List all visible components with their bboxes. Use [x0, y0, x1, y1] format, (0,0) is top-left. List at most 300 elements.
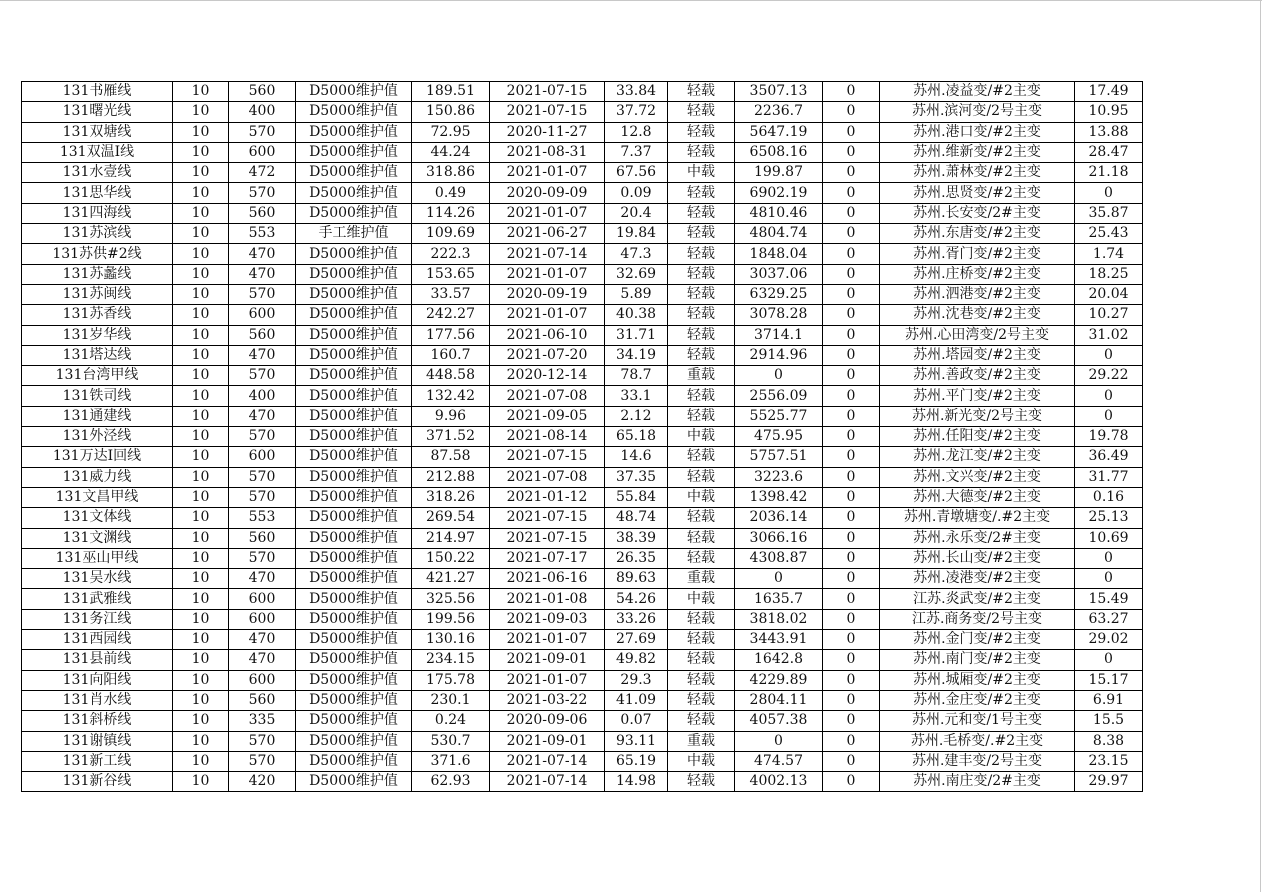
cell-load-rate: 49.82 — [605, 650, 668, 670]
cell-current-value: 325.56 — [412, 589, 490, 609]
cell-current-value: 132.42 — [412, 386, 490, 406]
cell-margin: 0 — [735, 731, 823, 751]
cell-load-status: 轻载 — [668, 467, 735, 487]
table-row — [22, 183, 1143, 203]
cell-voltage: 10 — [173, 345, 229, 365]
cell-load-status: 轻载 — [668, 386, 735, 406]
cell-voltage: 10 — [173, 528, 229, 548]
cell-count: 0 — [823, 224, 880, 244]
cell-load-status: 中载 — [668, 751, 735, 771]
cell-load-rate: 20.4 — [605, 203, 668, 223]
cell-load-status: 轻载 — [668, 447, 735, 467]
cell-count: 0 — [823, 244, 880, 264]
table-row — [22, 82, 1143, 102]
cell-count: 0 — [823, 82, 880, 102]
cell-line-name: 131水壹线 — [22, 163, 173, 183]
cell-margin: 3507.13 — [735, 82, 823, 102]
table-row — [22, 528, 1143, 548]
cell-rated-current: 470 — [229, 569, 296, 589]
cell-value-source: D5000维护值 — [296, 122, 412, 142]
cell-rated-current: 570 — [229, 183, 296, 203]
cell-rated-current: 570 — [229, 487, 296, 507]
table-row — [22, 203, 1143, 223]
cell-date: 2021-09-03 — [490, 609, 605, 629]
cell-substation: 苏州.龙江变/#2主变 — [880, 447, 1075, 467]
cell-rated-current: 470 — [229, 345, 296, 365]
cell-line-name: 131武雅线 — [22, 589, 173, 609]
cell-value: 15.17 — [1075, 670, 1143, 690]
cell-load-rate: 33.1 — [605, 386, 668, 406]
cell-value: 35.87 — [1075, 203, 1143, 223]
cell-voltage: 10 — [173, 630, 229, 650]
cell-current-value: 130.16 — [412, 630, 490, 650]
cell-value: 19.78 — [1075, 427, 1143, 447]
cell-date: 2021-01-08 — [490, 589, 605, 609]
cell-value: 63.27 — [1075, 609, 1143, 629]
cell-current-value: 175.78 — [412, 670, 490, 690]
cell-load-status: 中载 — [668, 487, 735, 507]
cell-margin: 6508.16 — [735, 142, 823, 162]
cell-load-status: 轻载 — [668, 203, 735, 223]
cell-voltage: 10 — [173, 264, 229, 284]
cell-load-status: 轻载 — [668, 284, 735, 304]
cell-value-source: D5000维护值 — [296, 548, 412, 568]
cell-current-value: 44.24 — [412, 142, 490, 162]
cell-voltage: 10 — [173, 751, 229, 771]
cell-rated-current: 400 — [229, 102, 296, 122]
cell-rated-current: 470 — [229, 244, 296, 264]
cell-substation: 苏州.庄桥变/#2主变 — [880, 264, 1075, 284]
cell-current-value: 530.7 — [412, 731, 490, 751]
cell-rated-current: 420 — [229, 772, 296, 792]
cell-rated-current: 600 — [229, 589, 296, 609]
cell-margin: 199.87 — [735, 163, 823, 183]
cell-date: 2020-12-14 — [490, 366, 605, 386]
cell-line-name: 131肖水线 — [22, 690, 173, 710]
cell-date: 2021-07-15 — [490, 508, 605, 528]
cell-voltage: 10 — [173, 163, 229, 183]
cell-count: 0 — [823, 772, 880, 792]
cell-load-rate: 55.84 — [605, 487, 668, 507]
data-table — [21, 81, 1143, 792]
cell-current-value: 62.93 — [412, 772, 490, 792]
cell-rated-current: 600 — [229, 609, 296, 629]
cell-line-name: 131威力线 — [22, 467, 173, 487]
cell-load-rate: 31.71 — [605, 325, 668, 345]
page-top-border — [0, 0, 1262, 1]
table-row — [22, 264, 1143, 284]
cell-current-value: 0.24 — [412, 711, 490, 731]
cell-current-value: 72.95 — [412, 122, 490, 142]
cell-load-rate: 29.3 — [605, 670, 668, 690]
cell-substation: 苏州.维新变/#2主变 — [880, 142, 1075, 162]
cell-value-source: D5000维护值 — [296, 589, 412, 609]
cell-margin: 4002.13 — [735, 772, 823, 792]
cell-substation: 苏州.金庄变/#2主变 — [880, 690, 1075, 710]
cell-margin: 0 — [735, 366, 823, 386]
cell-load-rate: 38.39 — [605, 528, 668, 548]
cell-load-status: 轻载 — [668, 650, 735, 670]
cell-line-name: 131西园线 — [22, 630, 173, 650]
cell-substation: 苏州.永乐变/2#主变 — [880, 528, 1075, 548]
table-row — [22, 772, 1143, 792]
cell-load-status: 轻载 — [668, 244, 735, 264]
cell-line-name: 131巫山甲线 — [22, 548, 173, 568]
cell-margin: 1398.42 — [735, 487, 823, 507]
cell-line-name: 131双塘线 — [22, 122, 173, 142]
cell-load-status: 中载 — [668, 163, 735, 183]
cell-value: 13.88 — [1075, 122, 1143, 142]
cell-line-name: 131双温I线 — [22, 142, 173, 162]
table-row — [22, 690, 1143, 710]
cell-load-status: 轻载 — [668, 305, 735, 325]
cell-voltage: 10 — [173, 772, 229, 792]
cell-count: 0 — [823, 711, 880, 731]
cell-load-rate: 93.11 — [605, 731, 668, 751]
table-row — [22, 711, 1143, 731]
cell-rated-current: 570 — [229, 427, 296, 447]
cell-value: 0 — [1075, 650, 1143, 670]
cell-value: 10.69 — [1075, 528, 1143, 548]
cell-count: 0 — [823, 731, 880, 751]
cell-count: 0 — [823, 427, 880, 447]
cell-load-rate: 2.12 — [605, 406, 668, 426]
cell-line-name: 131新工线 — [22, 751, 173, 771]
cell-margin: 6329.25 — [735, 284, 823, 304]
cell-load-status: 轻载 — [668, 183, 735, 203]
cell-current-value: 153.65 — [412, 264, 490, 284]
cell-value-source: D5000维护值 — [296, 163, 412, 183]
cell-voltage: 10 — [173, 183, 229, 203]
cell-count: 0 — [823, 163, 880, 183]
cell-value: 23.15 — [1075, 751, 1143, 771]
cell-substation: 苏州.沈巷变/#2主变 — [880, 305, 1075, 325]
cell-substation: 江苏.商务变/2号主变 — [880, 609, 1075, 629]
cell-margin: 2804.11 — [735, 690, 823, 710]
cell-value-source: D5000维护值 — [296, 264, 412, 284]
cell-rated-current: 570 — [229, 731, 296, 751]
page-right-border — [1260, 0, 1261, 892]
cell-substation: 苏州.文兴变/#2主变 — [880, 467, 1075, 487]
cell-voltage: 10 — [173, 427, 229, 447]
cell-margin: 2236.7 — [735, 102, 823, 122]
cell-date: 2021-07-15 — [490, 528, 605, 548]
cell-load-status: 轻载 — [668, 102, 735, 122]
table-body — [22, 82, 1143, 792]
cell-rated-current: 570 — [229, 284, 296, 304]
cell-value-source: D5000维护值 — [296, 609, 412, 629]
cell-voltage: 10 — [173, 244, 229, 264]
cell-current-value: 371.52 — [412, 427, 490, 447]
cell-load-rate: 65.18 — [605, 427, 668, 447]
cell-value: 29.22 — [1075, 366, 1143, 386]
cell-date: 2021-07-15 — [490, 102, 605, 122]
cell-voltage: 10 — [173, 670, 229, 690]
cell-value: 21.18 — [1075, 163, 1143, 183]
cell-load-rate: 47.3 — [605, 244, 668, 264]
cell-value: 0.16 — [1075, 487, 1143, 507]
cell-date: 2021-09-05 — [490, 406, 605, 426]
cell-substation: 苏州.建丰变/2号主变 — [880, 751, 1075, 771]
cell-load-rate: 40.38 — [605, 305, 668, 325]
cell-rated-current: 600 — [229, 670, 296, 690]
cell-substation: 苏州.长山变/#2主变 — [880, 548, 1075, 568]
cell-load-status: 轻载 — [668, 690, 735, 710]
cell-value-source: D5000维护值 — [296, 630, 412, 650]
cell-load-rate: 41.09 — [605, 690, 668, 710]
cell-current-value: 222.3 — [412, 244, 490, 264]
cell-load-rate: 33.84 — [605, 82, 668, 102]
table-row — [22, 731, 1143, 751]
table-row — [22, 163, 1143, 183]
cell-current-value: 0.49 — [412, 183, 490, 203]
cell-count: 0 — [823, 366, 880, 386]
table-row — [22, 325, 1143, 345]
cell-value-source: D5000维护值 — [296, 711, 412, 731]
cell-margin: 1642.8 — [735, 650, 823, 670]
cell-rated-current: 600 — [229, 447, 296, 467]
cell-rated-current: 600 — [229, 142, 296, 162]
cell-margin: 5647.19 — [735, 122, 823, 142]
cell-count: 0 — [823, 670, 880, 690]
cell-count: 0 — [823, 569, 880, 589]
table-row — [22, 589, 1143, 609]
cell-substation: 苏州.滨河变/2号主变 — [880, 102, 1075, 122]
cell-count: 0 — [823, 345, 880, 365]
cell-load-status: 轻载 — [668, 82, 735, 102]
table-row — [22, 487, 1143, 507]
cell-count: 0 — [823, 102, 880, 122]
cell-rated-current: 553 — [229, 508, 296, 528]
cell-rated-current: 570 — [229, 366, 296, 386]
cell-date: 2021-01-12 — [490, 487, 605, 507]
cell-load-status: 轻载 — [668, 670, 735, 690]
cell-line-name: 131新谷线 — [22, 772, 173, 792]
cell-load-rate: 19.84 — [605, 224, 668, 244]
cell-date: 2021-01-07 — [490, 670, 605, 690]
cell-value: 0 — [1075, 569, 1143, 589]
cell-value: 15.5 — [1075, 711, 1143, 731]
cell-date: 2021-07-14 — [490, 244, 605, 264]
cell-margin: 1848.04 — [735, 244, 823, 264]
cell-date: 2021-07-08 — [490, 467, 605, 487]
cell-load-status: 轻载 — [668, 548, 735, 568]
cell-margin: 3443.91 — [735, 630, 823, 650]
cell-count: 0 — [823, 183, 880, 203]
cell-margin: 475.95 — [735, 427, 823, 447]
cell-date: 2021-07-15 — [490, 447, 605, 467]
table-row — [22, 467, 1143, 487]
cell-load-rate: 12.8 — [605, 122, 668, 142]
cell-load-rate: 89.63 — [605, 569, 668, 589]
cell-margin: 4308.87 — [735, 548, 823, 568]
cell-line-name: 131斜桥线 — [22, 711, 173, 731]
table-row — [22, 244, 1143, 264]
cell-voltage: 10 — [173, 589, 229, 609]
cell-rated-current: 560 — [229, 690, 296, 710]
cell-value-source: D5000维护值 — [296, 772, 412, 792]
cell-value: 0 — [1075, 345, 1143, 365]
table-row — [22, 670, 1143, 690]
cell-substation: 苏州.南门变/#2主变 — [880, 650, 1075, 670]
cell-date: 2021-07-17 — [490, 548, 605, 568]
cell-load-rate: 78.7 — [605, 366, 668, 386]
cell-value: 29.02 — [1075, 630, 1143, 650]
cell-line-name: 131苏闽线 — [22, 284, 173, 304]
cell-rated-current: 560 — [229, 325, 296, 345]
cell-substation: 苏州.泗港变/#2主变 — [880, 284, 1075, 304]
cell-substation: 苏州.塔园变/#2主变 — [880, 345, 1075, 365]
cell-count: 0 — [823, 650, 880, 670]
cell-line-name: 131吴水线 — [22, 569, 173, 589]
cell-load-rate: 65.19 — [605, 751, 668, 771]
cell-voltage: 10 — [173, 102, 229, 122]
cell-voltage: 10 — [173, 508, 229, 528]
cell-value-source: D5000维护值 — [296, 406, 412, 426]
cell-load-status: 轻载 — [668, 630, 735, 650]
cell-value-source: D5000维护值 — [296, 670, 412, 690]
cell-value: 31.77 — [1075, 467, 1143, 487]
cell-margin: 4057.38 — [735, 711, 823, 731]
cell-substation: 苏州.元和变/1号主变 — [880, 711, 1075, 731]
cell-count: 0 — [823, 325, 880, 345]
cell-margin: 0 — [735, 569, 823, 589]
cell-value: 8.38 — [1075, 731, 1143, 751]
cell-value-source: D5000维护值 — [296, 487, 412, 507]
cell-current-value: 269.54 — [412, 508, 490, 528]
cell-value: 28.47 — [1075, 142, 1143, 162]
cell-date: 2021-01-07 — [490, 630, 605, 650]
cell-load-status: 轻载 — [668, 264, 735, 284]
cell-line-name: 131塔达线 — [22, 345, 173, 365]
cell-value: 10.95 — [1075, 102, 1143, 122]
table-row — [22, 548, 1143, 568]
cell-value-source: D5000维护值 — [296, 751, 412, 771]
cell-value-source: D5000维护值 — [296, 203, 412, 223]
cell-current-value: 199.56 — [412, 609, 490, 629]
cell-load-rate: 27.69 — [605, 630, 668, 650]
cell-voltage: 10 — [173, 284, 229, 304]
cell-count: 0 — [823, 548, 880, 568]
cell-load-status: 轻载 — [668, 224, 735, 244]
cell-current-value: 318.26 — [412, 487, 490, 507]
cell-count: 0 — [823, 690, 880, 710]
cell-rated-current: 553 — [229, 224, 296, 244]
cell-line-name: 131文体线 — [22, 508, 173, 528]
cell-rated-current: 335 — [229, 711, 296, 731]
cell-line-name: 131岁华线 — [22, 325, 173, 345]
cell-count: 0 — [823, 487, 880, 507]
cell-margin: 4804.74 — [735, 224, 823, 244]
cell-load-rate: 32.69 — [605, 264, 668, 284]
cell-load-status: 轻载 — [668, 345, 735, 365]
cell-load-status: 中载 — [668, 427, 735, 447]
cell-current-value: 371.6 — [412, 751, 490, 771]
cell-margin: 5757.51 — [735, 447, 823, 467]
cell-current-value: 421.27 — [412, 569, 490, 589]
cell-margin: 1635.7 — [735, 589, 823, 609]
cell-line-name: 131文渊线 — [22, 528, 173, 548]
cell-value-source: D5000维护值 — [296, 427, 412, 447]
cell-line-name: 131苏供#2线 — [22, 244, 173, 264]
cell-line-name: 131四海线 — [22, 203, 173, 223]
cell-rated-current: 570 — [229, 548, 296, 568]
cell-load-status: 重载 — [668, 569, 735, 589]
table-row — [22, 345, 1143, 365]
cell-value-source: 手工维护值 — [296, 224, 412, 244]
cell-voltage: 10 — [173, 224, 229, 244]
cell-line-name: 131向阳线 — [22, 670, 173, 690]
cell-voltage: 10 — [173, 325, 229, 345]
cell-load-rate: 67.56 — [605, 163, 668, 183]
cell-line-name: 131苏香线 — [22, 305, 173, 325]
cell-voltage: 10 — [173, 386, 229, 406]
cell-substation: 苏州.心田湾变/2号主变 — [880, 325, 1075, 345]
cell-current-value: 150.22 — [412, 548, 490, 568]
cell-value: 0 — [1075, 386, 1143, 406]
table-row — [22, 142, 1143, 162]
cell-rated-current: 560 — [229, 82, 296, 102]
table-row — [22, 386, 1143, 406]
cell-current-value: 212.88 — [412, 467, 490, 487]
cell-date: 2021-08-14 — [490, 427, 605, 447]
cell-date: 2021-08-31 — [490, 142, 605, 162]
table-row — [22, 609, 1143, 629]
cell-voltage: 10 — [173, 82, 229, 102]
cell-value-source: D5000维护值 — [296, 244, 412, 264]
cell-current-value: 318.86 — [412, 163, 490, 183]
cell-count: 0 — [823, 264, 880, 284]
cell-date: 2021-09-01 — [490, 650, 605, 670]
cell-voltage: 10 — [173, 548, 229, 568]
table-row — [22, 751, 1143, 771]
cell-current-value: 114.26 — [412, 203, 490, 223]
cell-substation: 苏州.凌港变/#2主变 — [880, 569, 1075, 589]
cell-margin: 474.57 — [735, 751, 823, 771]
cell-current-value: 230.1 — [412, 690, 490, 710]
cell-value: 20.04 — [1075, 284, 1143, 304]
cell-line-name: 131书雁线 — [22, 82, 173, 102]
cell-load-status: 轻载 — [668, 609, 735, 629]
cell-substation: 苏州.胥门变/#2主变 — [880, 244, 1075, 264]
cell-margin: 3066.16 — [735, 528, 823, 548]
cell-date: 2020-09-06 — [490, 711, 605, 731]
cell-value: 36.49 — [1075, 447, 1143, 467]
table-row — [22, 630, 1143, 650]
cell-line-name: 131曙光线 — [22, 102, 173, 122]
cell-substation: 苏州.凌益变/#2主变 — [880, 82, 1075, 102]
cell-count: 0 — [823, 630, 880, 650]
cell-voltage: 10 — [173, 650, 229, 670]
cell-load-status: 重载 — [668, 731, 735, 751]
cell-voltage: 10 — [173, 609, 229, 629]
cell-date: 2021-01-07 — [490, 203, 605, 223]
cell-load-status: 轻载 — [668, 508, 735, 528]
cell-substation: 苏州.大德变/#2主变 — [880, 487, 1075, 507]
cell-voltage: 10 — [173, 305, 229, 325]
cell-substation: 苏州.毛桥变/.#2主变 — [880, 731, 1075, 751]
cell-value-source: D5000维护值 — [296, 650, 412, 670]
cell-load-rate: 33.26 — [605, 609, 668, 629]
table-row — [22, 366, 1143, 386]
cell-voltage: 10 — [173, 711, 229, 731]
cell-date: 2021-09-01 — [490, 731, 605, 751]
cell-line-name: 131苏滨线 — [22, 224, 173, 244]
cell-voltage: 10 — [173, 447, 229, 467]
cell-load-rate: 26.35 — [605, 548, 668, 568]
cell-load-rate: 14.6 — [605, 447, 668, 467]
cell-load-rate: 37.35 — [605, 467, 668, 487]
